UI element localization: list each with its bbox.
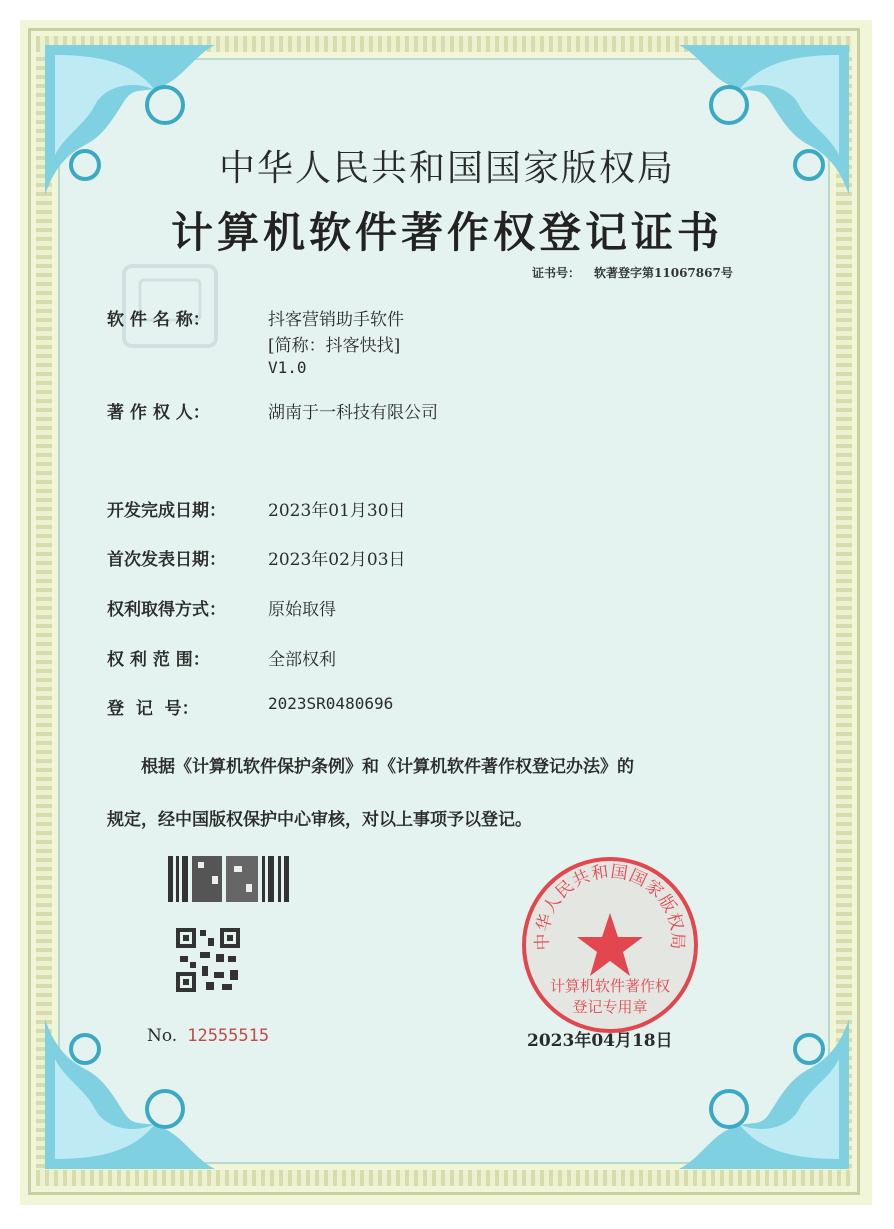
field-value: [简称：抖客快找] (268, 336, 401, 356)
field-label: 软 件 名 称： (107, 310, 210, 330)
statement-line-2: 规定，经中国版权保护中心审核，对以上事项予以登记。 (107, 810, 532, 830)
official-seal (520, 855, 700, 1035)
serial-number (147, 1026, 269, 1046)
field-label: 权 利 范 围： (107, 650, 210, 670)
field-label: 首次发表日期： (107, 550, 226, 570)
field-value: 湖南于一科技有限公司 (268, 403, 438, 423)
issuing-authority-title: 中华人民共和国国家版权局 (218, 148, 675, 189)
statement-line-1: 根据《计算机软件保护条例》和《计算机软件著作权登记办法》的 (141, 757, 634, 777)
seal-line-1: 计算机软件著作权 (549, 977, 671, 995)
serial-value: 12555515 (187, 1026, 270, 1046)
field-value: 2023年02月03日 (268, 550, 406, 570)
seal-ring-text: 中华人民共和国国家版权局 (532, 861, 688, 951)
field-label: 登 记 号： (107, 699, 199, 719)
field-value: 原始取得 (268, 600, 336, 620)
field-value: 2023年01月30日 (268, 501, 406, 521)
certificate-title: 计算机软件著作权登记证书 (170, 208, 723, 257)
field-label: 权利取得方式： (107, 600, 226, 620)
qr-code-icon (176, 928, 240, 992)
corner-ornament-bottom-right (679, 1019, 849, 1169)
certificate-number-value: 软著登字第11067867号 (594, 266, 733, 280)
certificate-number (532, 264, 747, 281)
certificate-number-label: 证书号： (532, 266, 581, 280)
issue-date: 2023年04月18日 (527, 1031, 673, 1051)
barcode-icon (168, 856, 294, 902)
field-value: V1.0 (268, 358, 307, 377)
field-label: 开发完成日期： (107, 501, 226, 521)
field-value: 抖客营销助手软件 (268, 310, 404, 330)
seal-line-2: 登记专用章 (572, 998, 648, 1016)
field-value: 全部权利 (268, 650, 336, 670)
field-value: 2023SR0480696 (268, 694, 394, 713)
field-label: 著 作 权 人： (107, 403, 210, 423)
serial-prefix: No. (147, 1026, 178, 1046)
